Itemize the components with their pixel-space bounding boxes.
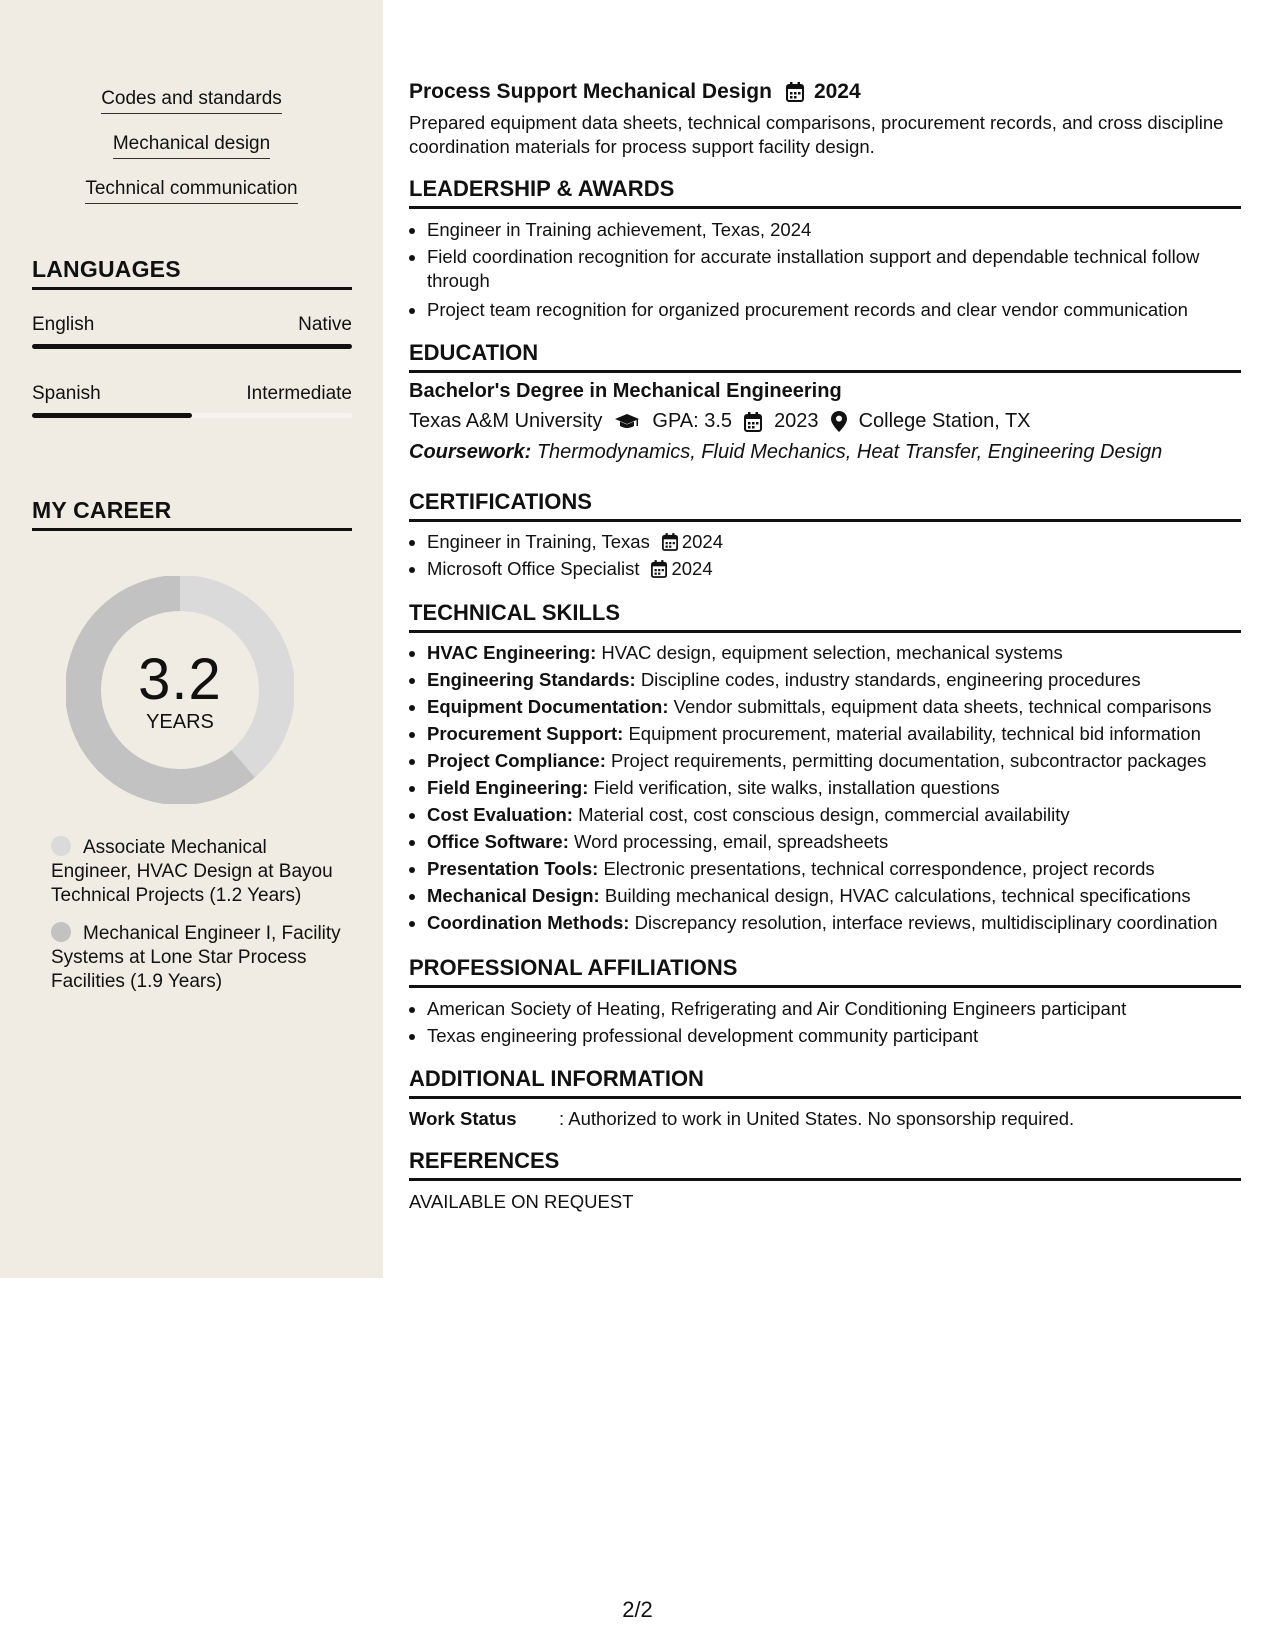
skill-item: • Engineering Standards: Discipline codes, industry standards, engineering procedures	[427, 666, 1259, 693]
affiliations-list	[409, 995, 1259, 1049]
skill-tag: Mechanical design	[0, 133, 383, 159]
job-description: Prepared equipment data sheets, technical comparisons, procurement records, and cross discipline coordination materials for process support facility design.	[409, 112, 1224, 157]
page-number: 2/2	[622, 1597, 653, 1622]
language-row-spanish	[32, 383, 352, 405]
affiliations-heading: PROFESSIONAL AFFILIATIONS	[409, 955, 1241, 988]
education-heading: EDUCATION	[409, 340, 1241, 373]
calendar-icon	[662, 533, 678, 551]
list-item: • Engineer in Training achievement, Texas, 2024	[427, 216, 1259, 243]
career-heading: MY CAREER	[32, 497, 352, 531]
graduation-cap-icon	[614, 413, 640, 431]
career-total-years: 3.2	[138, 647, 222, 712]
job-year: 2024	[813, 80, 861, 103]
references-text: AVAILABLE ON REQUEST	[409, 1191, 634, 1212]
education-school: Texas A&M University	[409, 410, 603, 432]
work-status-label: Work Status	[409, 1108, 517, 1129]
language-level: Native	[298, 314, 352, 335]
work-status	[409, 1108, 1074, 1130]
list-item: • Project team recognition for organized procurement records and clear vendor communication	[427, 296, 1259, 323]
references-heading: REFERENCES	[409, 1148, 1241, 1181]
education-gpa: GPA: 3.5	[652, 410, 733, 432]
list-item: • American Society of Heating, Refrigerating and Air Conditioning Engineers participant	[427, 995, 1259, 1022]
skill-tag: Technical communication	[0, 178, 383, 204]
certifications-heading: CERTIFICATIONS	[409, 489, 1241, 522]
sidebar	[0, 0, 383, 1278]
language-name: Spanish	[32, 383, 101, 404]
skill-item: • Equipment Documentation: Vendor submittals, equipment data sheets, technical comparisons	[427, 693, 1259, 720]
education-degree: Bachelor's Degree in Mechanical Engineering	[409, 380, 842, 402]
additional-info-heading: ADDITIONAL INFORMATION	[409, 1066, 1241, 1099]
list-item: • Microsoft Office Specialist 2024	[427, 555, 1259, 582]
skill-item: • Office Software: Word processing, email, spreadsheets	[427, 828, 1259, 855]
skill-item: • HVAC Engineering: HVAC design, equipment selection, mechanical systems	[427, 639, 1259, 666]
legend-dot	[51, 836, 71, 856]
skill-item: • Procurement Support: Equipment procurement, material availability, technical bid information	[427, 720, 1259, 747]
calendar-icon	[744, 412, 762, 432]
skill-item: • Coordination Methods: Discrepancy resolution, interface reviews, multidisciplinary coordination	[427, 909, 1259, 936]
language-bar-spanish	[32, 413, 352, 418]
education-coursework: Coursework: Thermodynamics, Fluid Mechanics, Heat Transfer, Engineering Design	[409, 441, 1163, 463]
education-location: College Station, TX	[858, 410, 1031, 432]
skill-tag: Codes and standards	[0, 88, 383, 114]
skill-item: • Mechanical Design: Building mechanical design, HVAC calculations, technical specifications	[427, 882, 1259, 909]
calendar-icon	[786, 82, 804, 102]
education-details	[409, 410, 1031, 433]
language-bar-fill	[32, 344, 352, 349]
certifications-list	[409, 528, 1259, 582]
calendar-icon	[651, 560, 667, 578]
language-level: Intermediate	[246, 383, 352, 404]
leadership-heading: LEADERSHIP & AWARDS	[409, 176, 1241, 209]
languages-heading: LANGUAGES	[32, 256, 352, 290]
job-title: Process Support Mechanical Design 2024	[409, 80, 861, 103]
language-bar-english	[32, 344, 352, 349]
career-legend-item: Mechanical Engineer I, Facility Systems at Lone Star Process Facilities (1.9 Years)	[51, 923, 341, 992]
career-total-unit: YEARS	[146, 711, 214, 733]
list-item: • Field coordination recognition for accurate installation support and dependable technical follow through	[427, 245, 1259, 293]
technical-skills-list	[409, 639, 1259, 936]
list-item: • Engineer in Training, Texas 2024	[427, 528, 1259, 555]
skill-item: • Project Compliance: Project requirements, permitting documentation, subcontractor packages	[427, 747, 1259, 774]
language-name: English	[32, 314, 95, 335]
language-bar-fill	[32, 413, 192, 418]
skill-item: • Field Engineering: Field verification, site walks, installation questions	[427, 774, 1259, 801]
skill-item: • Presentation Tools: Electronic presentations, technical correspondence, project records	[427, 855, 1259, 882]
work-status-value: : Authorized to work in United States. No sponsorship required.	[559, 1108, 1075, 1129]
career-legend-item: Associate Mechanical Engineer, HVAC Design at Bayou Technical Projects (1.2 Years)	[51, 837, 333, 906]
location-pin-icon	[831, 411, 847, 432]
education-year: 2023	[774, 410, 819, 432]
list-item: • Texas engineering professional development community participant	[427, 1022, 1259, 1049]
skill-item: • Cost Evaluation: Material cost, cost conscious design, commercial availability	[427, 801, 1259, 828]
leadership-list	[409, 216, 1259, 323]
legend-dot	[51, 922, 71, 942]
language-row-english	[32, 314, 352, 336]
technical-skills-heading: TECHNICAL SKILLS	[409, 600, 1241, 633]
